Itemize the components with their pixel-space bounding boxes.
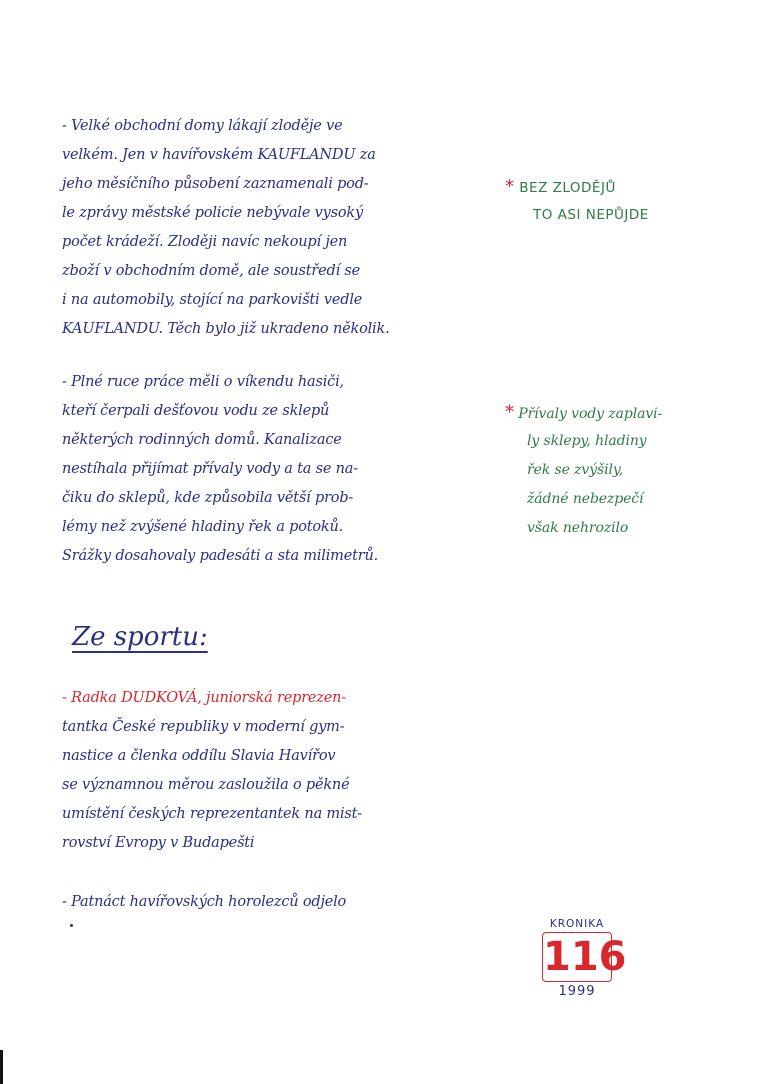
paragraph-kaufland <box>62 112 512 344</box>
note-line: žádné nebezpečí <box>527 491 644 507</box>
text-line: velkém. Jen v havířovském KAUFLANDU za <box>62 147 376 163</box>
text-line: čiku do sklepů, kde způsobila větší prob- <box>62 490 354 506</box>
text-line: - Patnáct havířovských horolezců odjelo <box>62 894 347 910</box>
text-line: rovství Evropy v Budapešti <box>62 835 255 851</box>
asterisk-mark: * <box>505 402 514 423</box>
stamp-label: KRONIKA <box>549 918 605 930</box>
note-line: řek se zvýšily, <box>527 462 624 478</box>
text-line: i na automobily, stojící na parkovišti vedle <box>62 292 363 308</box>
margin-note-thieves <box>505 172 755 230</box>
paragraph-gymnastics <box>62 684 512 858</box>
text-line: - Plné ruce práce měli o víkendu hasiči, <box>62 374 344 390</box>
text-line: počet krádeží. Zloději navíc nekoupí jen <box>62 234 348 250</box>
scan-edge-mark <box>0 1050 3 1084</box>
text-line: lémy než zvýšené hladiny řek a potoků. <box>62 519 344 535</box>
page-number: 116 <box>543 934 627 980</box>
text-line: zboží v obchodním domě, ale soustředí se <box>62 263 361 279</box>
text-line: Srážky dosahovaly padesáti a sta milimetrů. <box>62 548 379 564</box>
ink-dot <box>70 924 73 927</box>
text-line: nestíhala přijímat přívaly vody a ta se na- <box>62 461 358 477</box>
note-line: však nehrozilo <box>527 520 629 536</box>
text-line: umístění českých reprezentantek na mist- <box>62 806 362 822</box>
text-line: kteří čerpali dešťovou vodu ze sklepů <box>62 403 330 419</box>
text-line: - Velké obchodní domy lákají zloděje ve <box>62 118 343 134</box>
section-heading: Ze sportu: <box>72 622 208 652</box>
text-line: nastice a členka oddílu Slavia Havířov <box>62 748 336 764</box>
text-line: tantka České republiky v moderní gym- <box>62 719 345 735</box>
text-line: se významnou měrou zasloužila o pěkné <box>62 777 350 793</box>
stamp-year: 1999 <box>558 984 596 999</box>
note-line: Přívaly vody zaplavi- <box>518 406 663 422</box>
margin-note-floods <box>505 398 755 543</box>
text-line: KAUFLANDU. Těch bylo již ukradeno několik. <box>62 321 390 337</box>
text-line: jeho měsíčního působení zaznamenali pod- <box>62 176 369 192</box>
note-line: TO ASI NEPŮJDE <box>533 207 649 223</box>
text-line: některých rodinných domů. Kanalizace <box>62 432 342 448</box>
text-line: le zprávy městské policie nebývale vysoký <box>62 205 363 221</box>
page-stamp <box>532 918 627 999</box>
paragraph-firefighters <box>62 368 512 571</box>
asterisk-mark: * <box>505 176 515 197</box>
note-line: BEZ ZLODĚJŮ <box>519 180 616 196</box>
athlete-name: - Radka DUDKOVÁ, juniorská reprezen- <box>62 690 346 706</box>
note-line: ly sklepy, hladiny <box>527 433 647 449</box>
paragraph-climbers <box>62 888 512 917</box>
